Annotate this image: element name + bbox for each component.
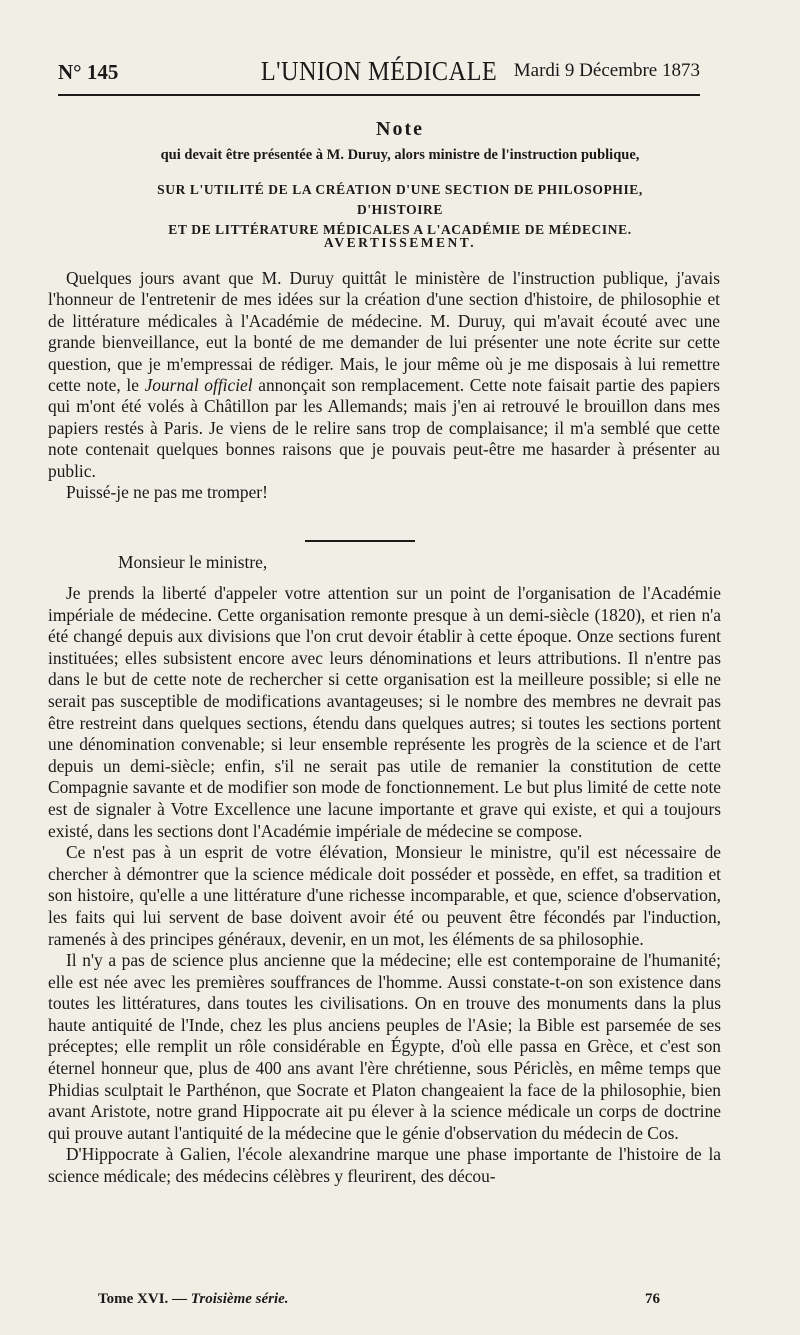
intro-paragraph-2: Puissé-je ne pas me tromper! [66, 482, 268, 503]
letter-paragraph-2: Ce n'est pas à un esprit de votre élévation, Monsieur le ministre, qu'il est nécessaire de chercher à démontrer que la science médicale doit posséder et possède, en effet, sa tradition et son histoire, qu'elle a une littérature d'une richesse incomparable, et que, science d'observation, les faits qui lui servent de base doivent avoir été ou peuvent être fécondés par l'induction, ramenés à des principes généraux, devenir, en un mot, les éléments de sa philosophie. [48, 842, 721, 949]
series-text: Troisième série. [190, 1291, 289, 1307]
letter-body [48, 583, 721, 1188]
page-footer [98, 1291, 660, 1313]
note-title: Note [376, 118, 424, 140]
intro-section [48, 268, 720, 503]
page-header [58, 54, 700, 96]
issue-date: Mardi 9 Décembre 1873 [513, 60, 700, 81]
journal-title: L'UNION MÉDICALE [260, 56, 498, 86]
issue-number: N° 145 [58, 60, 119, 84]
letter-paragraph-3: Il n'y a pas de science plus ancienne que la médecine; elle est contemporaine de l'humanité; elle est née avec les premières souffrances de l'homme. Aussi constate-t-on son existence dans toutes les littératures, dans toutes les civilisations. On en trouve des monuments dans la plus haute antiquité de l'Inde, chez les plus anciens peuples de l'Asie; la Bible est parsemée de ses préceptes; elle remplit un rôle considérable en Égypte, d'où elle passa en Grèce, et c'est son éternel honneur que, plus de 400 ans avant l'ère chrétienne, sous Périclès, en même temps que Phidias sculptait le Parthénon, que Socrate et Platon changeaient la face de la philosophie, bien avant Aristote, notre grand Hippocrate ait pu élever à la science médicale un corps de doctrine qui prouve autant l'antiquité de la médecine que le génie d'observation du médecin de Cos. [48, 950, 721, 1143]
subject-line-2: ET DE LITTÉRATURE MÉDICALES A L'ACADÉMIE DE MÉDECINE. [168, 222, 632, 237]
page-number: 76 [645, 1291, 660, 1307]
letter-paragraph-4: D'Hippocrate à Galien, l'école alexandrine marque une phase importante de l'histoire de la science médicale; des médecins célèbres y fleurirent, des décou- [48, 1144, 721, 1187]
tome-label [98, 1291, 289, 1308]
tome-text: Tome XVI. — [98, 1291, 191, 1307]
subject-line-1: SUR L'UTILITÉ DE LA CRÉATION D'UNE SECTION DE PHILOSOPHIE, D'HISTOIRE [157, 182, 643, 217]
intro-text-b: annonçait son remplacement. Cette note faisait partie des papiers qui m'ont été volés à Châtillon par les Allemands; mais j'en ai retrouvé le brouillon dans mes papiers restés à Paris. Je viens de le relire sans trop de complaisance; il m'a semblé que cette note contenait quelques bonnes raisons que je pouvais peut-être me hasarder à présenter au public. [48, 375, 720, 481]
letter-salutation: Monsieur le ministre, [118, 552, 268, 572]
subject-heading [120, 180, 680, 240]
letter-paragraph-1: Je prends la liberté d'appeler votre attention sur un point de l'organisation de l'Académie impériale de médecine. Cette organisation remonte presque à un demi-siècle (1820), et rien n'a été changé depuis aux divisions que l'on crut devoir établir à cette époque. Onze sections furent instituées; elles subsistent encore avec leurs dénominations et leurs attributions. Il n'entre pas dans le but de cette note de rechercher si cette organisation est la meilleure possible; si elle ne serait pas susceptible de modifications avantageuses; si le nombre des membres ne devrait pas être restreint dans quelques sections, étendu dans quelques autres; si toutes les sections portent une dénomination convenable; si leur ensemble représente les progrès de la science et de l'art depuis un demi-siècle; enfin, s'il ne serait pas utile de remanier la constitution de cette Compagnie savante et de modifier son mode de fonctionnement. Le but plus limité de cette note est de signaler à Votre Excellence une lacune importante et grave qui existe, et qui a toujours existé, dans les sections dont l'Académie impériale de médecine se compose. [48, 583, 721, 841]
intro-text-a: Quelques jours avant que M. Duruy quittât le ministère de l'instruction publique, j'avais l'honneur de l'entretenir de mes idées sur la création d'une section d'histoire, de philosophie et de littérature médicales à l'Académie de médecine. M. Duruy, qui m'avait écouté avec une grande bienveillance, eut la bonté de me demander de lui présenter une note écrite sur cette question, que je m'empressai de rédiger. Mais, le jour même où je me disposais à lui remettre cette note, le [48, 268, 720, 396]
warning-heading: AVERTISSEMENT. [323, 235, 477, 250]
intro-paragraph-1 [48, 268, 720, 482]
presented-to-line: qui devait être présentée à M. Duruy, alors ministre de l'instruction publique, [160, 147, 640, 163]
journal-officiel-title: Journal officiel [144, 375, 253, 396]
section-divider [305, 540, 415, 542]
